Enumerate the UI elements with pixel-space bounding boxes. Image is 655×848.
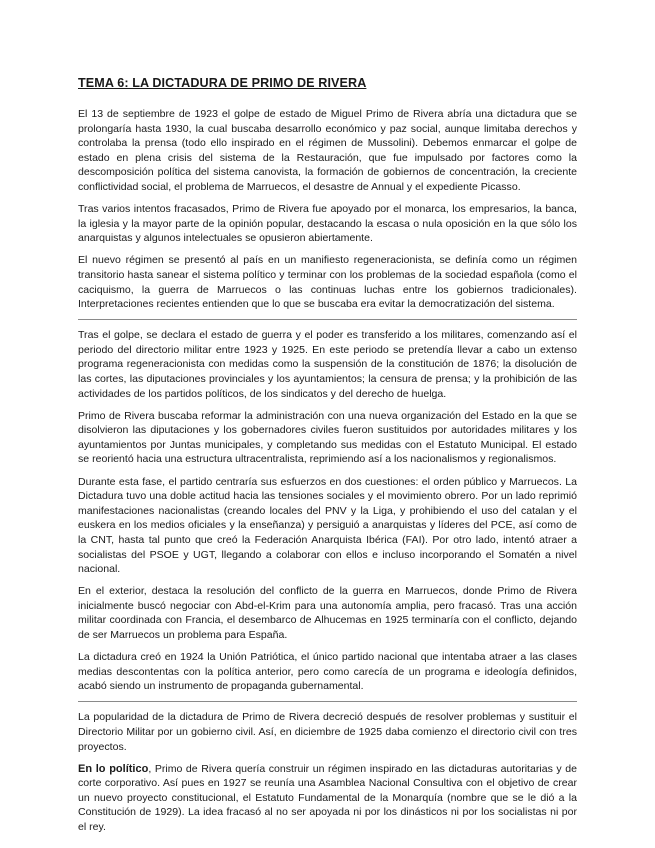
paragraph-body: , Primo de Rivera quería construir un régimen inspirado en las dictaduras autoritarias y de corte corporativo. Así pues en 1927 se reunía una Asamblea Nacional Consultiva con el objetivo de crear un nuevo proyecto constitucional, el Estatuto Fundamental de la Monarquía (nombre que se le dió a la Constitución de 1929). La idea fracasó al no ser apoyada ni por los dinásticos ni por los socialistas ni por el rey. — [78, 762, 577, 834]
section-divider — [78, 319, 577, 320]
paragraph-political — [78, 762, 577, 835]
page-title: TEMA 6: LA DICTADURA DE PRIMO DE RIVERA — [78, 76, 367, 90]
paragraph-intro: El 13 de septiembre de 1923 el golpe de estado de Miguel Primo de Rivera abría una dictadura que se prolongaría hasta 1930, la cual buscaba desarrollo económico y paz social, aunque limitaba derechos y controlaba la prensa (todo ello inspirado en el régimen de Mussolini). Debemos enmarcar el golpe de estado en plena crisis del sistema de la Restauración, que fue impulsado por factores como la descomposición política del sistema canovista, la formación de gobiernos de concentración, la creciente conflictividad social, el problema de Marruecos, el desastre de Annual y el expediente Picasso. — [78, 108, 577, 193]
paragraph-support: Tras varios intentos fracasados, Primo de Rivera fue apoyado por el monarca, los empresarios, la banca, la iglesia y la mayor parte de la opinión popular, destacando la escasa o nula oposición en la que sólo los anarquistas y algunos intelectuales se opusieron abiertamente. — [78, 203, 577, 245]
paragraph-civil-directory: La popularidad de la dictadura de Primo de Rivera decreció después de resolver problemas y sustituir el Directorio Militar por un gobierno civil. Así, en diciembre de 1925 daba comienzo el directorio civil con tres proyectos. — [78, 711, 577, 753]
paragraph-lead: En lo político — [78, 762, 149, 775]
paragraph-union-patriotica: La dictadura creó en 1924 la Unión Patriótica, el único partido nacional que intentaba atraer a las clases medias descontentas con la política anterior, pero como carecía de un programa e ideología definidos, acabó siendo un instrumento de propaganda gubernamental. — [78, 651, 577, 693]
paragraph-military-directory: Tras el golpe, se declara el estado de guerra y el poder es transferido a los militares, comenzando así el periodo del directorio militar entre 1923 y 1925. En este periodo se pretendía llevar a cabo un extenso programa regeneracionista con medidas como la suspensión de la constitución de 1876; la disolución de las cortes, las diputaciones provinciales y los ayuntamientos; la censura de prensa; y la prohibición de las actividades de los partidos políticos, de los sindicatos y del derecho de huelga. — [78, 329, 577, 400]
paragraph-administration: Primo de Rivera buscaba reformar la administración con una nueva organización del Estado en la que se disolvieron las diputaciones y los gobernadores civiles fueron sustituidos por autoridades militares y los ayuntamientos por Juntas municipales, y completando sus medidas con el Estatuto Municipal. El estado se reorientó hacia una estructura ultracentralista, reprimiendo así a los nacionalismos y regionalismos. — [78, 409, 577, 466]
paragraph-morocco: En el exterior, destaca la resolución del conflicto de la guerra en Marruecos, donde Primo de Rivera inicialmente buscó negociar con Abd-el-Krim para una autonomía amplia, pero fracasó. Tras una acción militar coordinada con Francia, el desembarco de Alhucemas en 1925 terminaría con el conflicto, dejando de ser Marruecos un problema para España. — [78, 585, 577, 641]
paragraph-public-order: Durante esta fase, el partido centraría sus esfuerzos en dos cuestiones: el orden público y Marruecos. La Dictadura tuvo una doble actitud hacia las tensiones sociales y el movimiento obrero. Por un lado reprimió manifestaciones nacionalistas (creando locales del PNV y la Liga, y prohibiendo el uso del catalan y el euskera en los medios oficiales y la enseñanza) y persiguió a anarquistas y líderes del PCE, así como de la CNT, hasta tal punto que creó la Federación Anarquista Ibérica (FAI). Por otro lado, intentó atraer a socialistas del PSOE y UGT, llegando a colaborar con ellos e incluso incorporando el Somatén a nivel nacional. — [78, 475, 577, 576]
paragraph-regime: El nuevo régimen se presentó al país en un manifiesto regeneracionista, se definía como un régimen transitorio hasta sanear el sistema político y terminar con los problemas de la sociedad española (como el caciquismo, la guerra de Marruecos o las continuas luchas entre los gobiernos tradicionales). Interpretaciones recientes entienden que lo que se buscaba era evitar la democratización del sistema. — [78, 254, 577, 311]
section-divider — [78, 701, 577, 702]
